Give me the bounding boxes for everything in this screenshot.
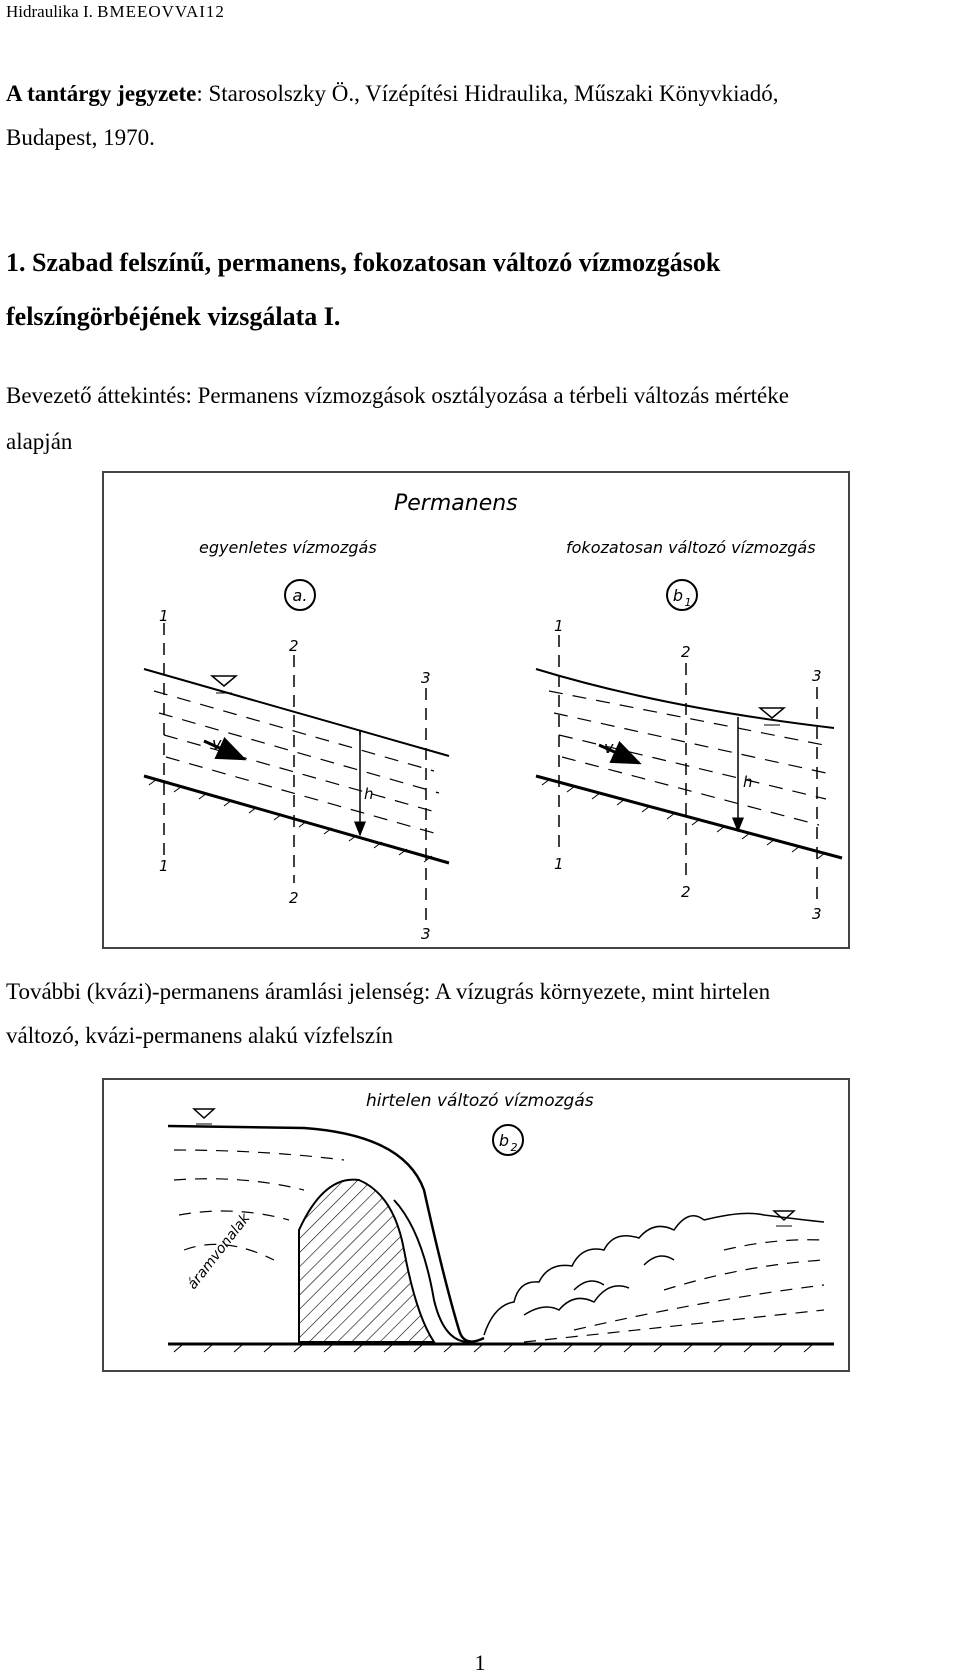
water-surface-left — [144, 669, 449, 756]
uniform-flow-panel — [144, 607, 449, 943]
section-1-top-left: 1 — [159, 607, 169, 625]
figure2-tag-sub: 2 — [510, 1141, 518, 1154]
figure1-left-tag: a. — [292, 586, 308, 605]
middle-line-1: További (kvázi)-permanens áramlási jelenség: A vízugrás környezete, mint hirtelen — [6, 979, 771, 1004]
section-3-bottom-left: 3 — [421, 925, 431, 943]
middle-line-2: változó, kvázi-permanens alakú vízfelszín — [6, 1023, 394, 1048]
water-level-icon-right — [760, 708, 784, 718]
water-level-icon — [212, 676, 236, 686]
section-1-bottom-left: 1 — [159, 857, 169, 875]
channel-bed-left — [144, 776, 449, 863]
figure-permanent-flow — [102, 471, 850, 949]
section-title-line-1: 1. Szabad felszínű, permanens, fokozatosan változó vízmozgások — [6, 248, 721, 277]
header-course-code: BMEEOVVAI12 — [97, 2, 225, 21]
section-2-bottom-right: 2 — [681, 883, 691, 901]
section-3-top-right: 3 — [812, 667, 822, 685]
weir-body — [299, 1180, 434, 1342]
velocity-arrow-left — [204, 741, 244, 759]
reference-text: : Starosolszky Ö., Vízépítési Hidraulika, Műszaki Könyvkiadó, — [196, 81, 779, 106]
figure1-title: Permanens — [394, 491, 518, 516]
intro-line-1: Bevezető áttekintés: Permanens vízmozgások osztályozása a térbeli változás mértéke — [6, 383, 789, 408]
velocity-symbol-left: v — [212, 734, 222, 753]
section-2-top-left: 2 — [289, 637, 299, 655]
section-3-bottom-right: 3 — [812, 905, 822, 923]
channel-bed-right — [536, 776, 842, 858]
streamline-label: áramvonalak — [184, 1210, 254, 1293]
header-title: Hidraulika I. — [6, 2, 93, 21]
reference-line-1 — [6, 70, 778, 118]
figure-permanent-flow-drawing — [104, 473, 848, 947]
page-number: 1 — [474, 1650, 486, 1675]
figure2-title: hirtelen változó vízmozgás — [366, 1091, 594, 1111]
velocity-symbol-right: v — [604, 738, 614, 757]
figure1-right-tag: b — [672, 586, 684, 605]
figure-rapidly-varied-flow-drawing — [104, 1080, 848, 1370]
section-1-top-right: 1 — [554, 617, 564, 635]
section-2-top-right: 2 — [681, 643, 691, 661]
upstream-level-icon — [194, 1109, 214, 1118]
section-title — [6, 236, 720, 344]
figure2-tag: b — [498, 1131, 510, 1150]
running-header — [6, 2, 225, 22]
gradually-varied-flow-panel — [536, 617, 842, 923]
reference-line-2: Budapest, 1970. — [6, 125, 155, 150]
figure1-left-label: egyenletes vízmozgás — [199, 538, 377, 557]
section-1-bottom-right: 1 — [554, 855, 564, 873]
figure1-right-tag-sub: 1 — [684, 596, 692, 609]
hydraulic-jump — [484, 1213, 824, 1335]
depth-symbol-left: h — [364, 785, 374, 803]
section-2-bottom-left: 2 — [289, 889, 299, 907]
reference-label: A tantárgy jegyzete — [6, 81, 197, 106]
section-3-top-left: 3 — [421, 669, 431, 687]
figure-rapidly-varied-flow — [102, 1078, 850, 1372]
section-title-line-2: felszíngörbéjének vizsgálata I. — [6, 302, 341, 331]
figure1-right-label: fokozatosan változó vízmozgás — [566, 538, 816, 557]
intro-line-2: alapján — [6, 429, 73, 454]
depth-symbol-right: h — [743, 773, 753, 791]
